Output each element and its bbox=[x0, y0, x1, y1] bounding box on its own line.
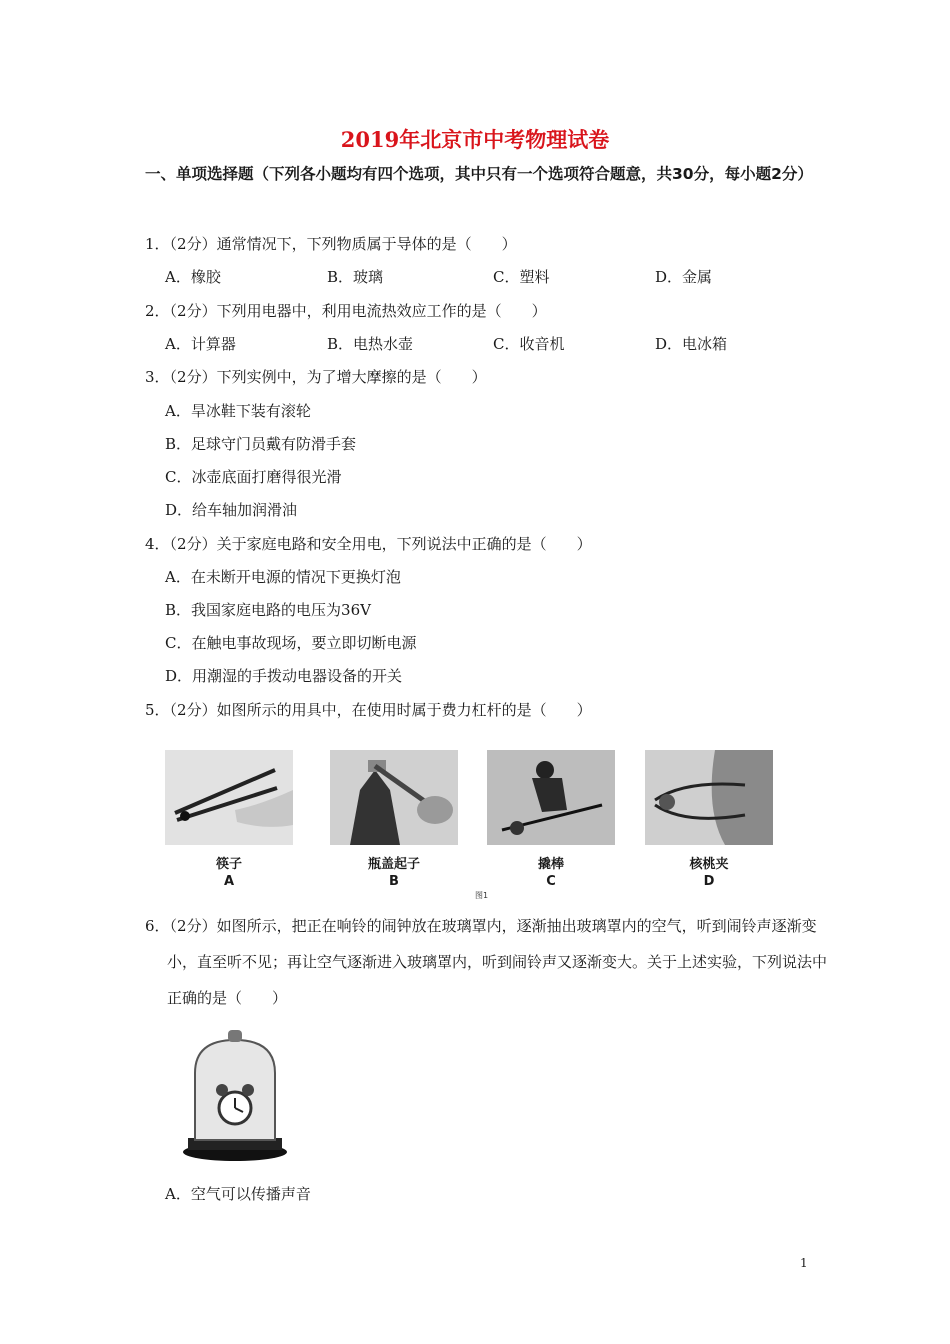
figure-caption-b: 瓶盖起子 bbox=[367, 857, 420, 872]
chopsticks-image bbox=[165, 750, 293, 845]
lever-figures bbox=[165, 750, 775, 900]
option-b: B．足球守门员戴有防滑手套 bbox=[165, 435, 357, 453]
figure-label: 图1 bbox=[475, 891, 489, 900]
option-d: D．用潮湿的手拨动电器设备的开关 bbox=[165, 667, 403, 685]
option-a: A．空气可以传播声音 bbox=[165, 1185, 311, 1203]
nutcracker-image bbox=[645, 750, 773, 845]
question-4-stem: 4．（2分）关于家庭电路和安全用电，下列说法中正确的是（ ） bbox=[145, 535, 592, 553]
option-c: C．在触电事故现场，要立即切断电源 bbox=[165, 634, 417, 652]
bottle-opener-image bbox=[330, 750, 458, 845]
crowbar-image bbox=[487, 750, 615, 845]
option-c: C．塑料 bbox=[493, 268, 550, 286]
option-a: A．橡胶 bbox=[165, 268, 221, 286]
option-b: B．玻璃 bbox=[327, 268, 384, 286]
section-heading: 一、单项选择题（下列各小题均有四个选项，其中只有一个选项符合题意，共30分，每小题2分） bbox=[145, 165, 813, 183]
option-d: D．电冰箱 bbox=[655, 335, 728, 353]
option-d: D．金属 bbox=[655, 268, 713, 286]
option-b: B．电热水壶 bbox=[327, 335, 414, 353]
bell-jar-image bbox=[180, 1028, 290, 1163]
option-c: C．收音机 bbox=[493, 335, 565, 353]
page-number: 1 bbox=[800, 1256, 808, 1270]
option-a: A．计算器 bbox=[165, 335, 236, 353]
figure-caption-c: 撬棒 bbox=[537, 857, 564, 872]
figure-caption-a: 筷子 bbox=[215, 857, 242, 872]
figure-letter-d: D bbox=[703, 874, 715, 889]
question-6-stem: 6．（2分）如图所示，把正在响铃的闹钟放在玻璃罩内，逐渐抽出玻璃罩内的空气，听到闹铃声逐渐变小，直至听不见；再让空气逐渐进入玻璃罩内，听到闹铃声又逐渐变大。关于上述实验，下列说法中正确的是（ ） bbox=[145, 917, 828, 1007]
option-b: B．我国家庭电路的电压为36V bbox=[165, 601, 371, 619]
figure-letter-c: C bbox=[546, 874, 556, 889]
question-3-stem: 3．（2分）下列实例中，为了增大摩擦的是（ ） bbox=[145, 368, 487, 386]
figure-caption-d: 核桃夹 bbox=[689, 857, 729, 872]
question-2-stem: 2．（2分）下列用电器中，利用电流热效应工作的是（ ） bbox=[145, 302, 547, 320]
option-a: A．在未断开电源的情况下更换灯泡 bbox=[165, 568, 401, 586]
option-a: A．旱冰鞋下装有滚轮 bbox=[165, 402, 311, 420]
question-5-stem: 5．（2分）如图所示的用具中，在使用时属于费力杠杆的是（ ） bbox=[145, 701, 592, 719]
figure-letter-b: B bbox=[389, 874, 399, 889]
question-1-stem: 1．（2分）通常情况下，下列物质属于导体的是（ ） bbox=[145, 235, 517, 253]
figure-letter-a: A bbox=[223, 874, 235, 889]
option-d: D．给车轴加润滑油 bbox=[165, 501, 298, 519]
page-title: 2019年北京市中考物理试卷 bbox=[340, 127, 610, 152]
option-c: C．冰壶底面打磨得很光滑 bbox=[165, 468, 342, 486]
